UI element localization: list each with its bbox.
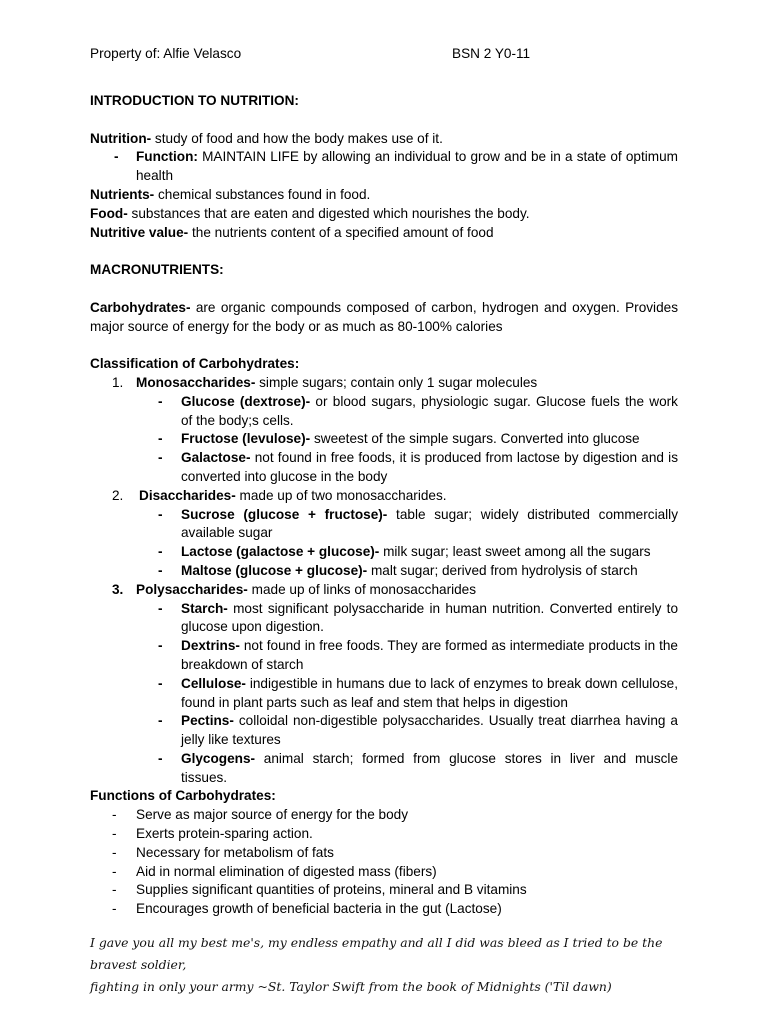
macronutrients-heading: MACRONUTRIENTS:	[90, 262, 224, 278]
group-monosaccharides: 1. Monosaccharides- simple sugars; contain only 1 sugar molecules	[112, 374, 538, 390]
intro-heading: INTRODUCTION TO NUTRITION:	[90, 93, 299, 108]
handwritten-quote	[90, 932, 690, 998]
list-item: - Pectins- colloidal non-digestible polysaccharides. Usually treat diarrhea having a jelly like textures	[158, 713, 678, 748]
functions-heading: Functions of Carbohydrates:	[90, 788, 276, 804]
list-item: - Fructose (levulose)- sweetest of the simple sugars. Converted into glucose	[158, 431, 640, 447]
list-item: - Galactose- not found in free foods, it is produced from lactose by digestion and is converted into glucose in the body	[158, 450, 678, 484]
list-item: - Exerts protein-sparing action.	[112, 826, 313, 842]
classification-heading: Classification of Carbohydrates:	[90, 356, 300, 372]
list-item: - Dextrins- not found in free foods. They are formed as intermediate products in the breakdown of starch	[158, 638, 678, 672]
quote-line-1: I gave you all my best me's, my endless empathy and all I did was bleed as I tried to be the bravest soldier,	[90, 935, 663, 972]
property-header: Property of: Alfie Velasco	[90, 46, 242, 61]
group-disaccharides: 2. Disaccharides- made up of two monosaccharides.	[112, 487, 447, 503]
section-header: BSN 2 Y0-11	[452, 46, 531, 61]
list-item: - Necessary for metabolism of fats	[112, 844, 334, 860]
bullet-dash: -	[114, 149, 119, 165]
list-item: - Serve as major source of energy for the body	[112, 807, 409, 823]
list-item: - Glucose (dextrose)- or blood sugars, physiologic sugar. Glucose fuels the work of the body;s cells.	[158, 393, 678, 428]
nutrition-definition: Nutrition- study of food and how the body makes use of it.	[90, 130, 443, 146]
list-item: - Supplies significant quantities of proteins, mineral and B vitamins	[112, 882, 527, 898]
list-item: - Aid in normal elimination of digested mass (fibers)	[112, 863, 437, 879]
carbohydrates-definition: Carbohydrates- are organic compounds composed of carbon, hydrogen and oxygen. Provides major source of energy for the body or as much as 80-100% calories	[90, 299, 678, 334]
list-item: - Lactose (galactose + glucose)- milk sugar; least sweet among all the sugars	[158, 544, 651, 560]
list-item: - Sucrose (glucose + fructose)- table sugar; widely distributed commercially available sugar	[158, 506, 678, 541]
group-polysaccharides: 3. Polysaccharides- made up of links of monosaccharides	[112, 581, 477, 597]
list-item: - Glycogens- animal starch; formed from glucose stores in liver and muscle tissues.	[158, 750, 678, 785]
function-item: - Function: MAINTAIN LIFE by allowing an individual to grow and be in a state of optimum health	[114, 149, 678, 184]
nutritive-value-definition: Nutritive value- the nutrients content of a specified amount of food	[90, 224, 494, 240]
list-item: - Maltose (glucose + glucose)- malt sugar; derived from hydrolysis of starch	[158, 562, 638, 578]
quote-line-2: fighting in only your army ~St. Taylor Swift from the book of Midnights ('Til dawn)	[90, 979, 612, 994]
notes-content	[90, 92, 678, 919]
list-item: - Cellulose- indigestible in humans due to lack of enzymes to break down cellulose, found in plant parts such as leaf and stem that helps in digestion	[158, 675, 678, 710]
nutrients-definition: Nutrients- chemical substances found in food.	[90, 186, 371, 202]
list-item: - Starch- most significant polysaccharide in human nutrition. Converted entirely to glucose upon digestion.	[158, 600, 678, 635]
list-item: - Encourages growth of beneficial bacteria in the gut (Lactose)	[112, 901, 502, 917]
food-definition: Food- substances that are eaten and digested which nourishes the body.	[90, 205, 530, 221]
